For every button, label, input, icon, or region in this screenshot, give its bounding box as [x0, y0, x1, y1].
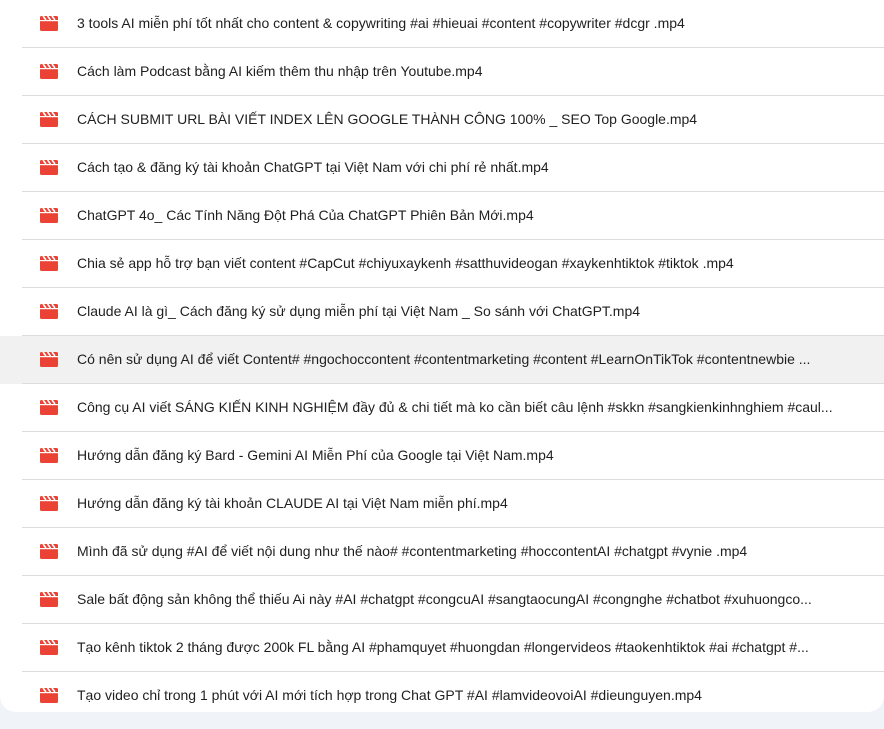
video-file-icon	[40, 352, 58, 367]
video-file-icon	[40, 448, 58, 463]
file-name: Hướng dẫn đăng ký Bard - Gemini AI Miễn Phí của Google tại Việt Nam.mp4	[77, 447, 554, 463]
video-file-icon	[40, 16, 58, 31]
file-name: ChatGPT 4o_ Các Tính Năng Đột Phá Của ChatGPT Phiên Bản Mới.mp4	[77, 207, 534, 223]
file-row[interactable]	[0, 384, 884, 432]
file-row[interactable]	[0, 240, 884, 288]
file-name: Có nên sử dụng AI để viết Content# #ngochoccontent #contentmarketing #content #LearnOnTikTok #contentnewbie ...	[77, 351, 811, 367]
video-file-icon	[40, 256, 58, 271]
video-file-icon	[40, 688, 58, 703]
video-file-icon	[40, 544, 58, 559]
video-file-icon	[40, 304, 58, 319]
file-name: 3 tools AI miễn phí tốt nhất cho content & copywriting #ai #hieuai #content #copywriter #dcgr .mp4	[77, 15, 685, 31]
file-row[interactable]	[0, 0, 884, 48]
file-name: Hướng dẫn đăng ký tài khoản CLAUDE AI tại Việt Nam miễn phí.mp4	[77, 495, 508, 511]
file-name: Claude AI là gì_ Cách đăng ký sử dụng miễn phí tại Việt Nam _ So sánh với ChatGPT.mp4	[77, 303, 641, 319]
file-row[interactable]	[0, 672, 884, 712]
video-file-icon	[40, 208, 58, 223]
video-file-icon	[40, 64, 58, 79]
file-row[interactable]	[0, 96, 884, 144]
file-row[interactable]	[0, 432, 884, 480]
file-row[interactable]	[0, 288, 884, 336]
file-row[interactable]	[0, 144, 884, 192]
file-name: Chia sẻ app hỗ trợ bạn viết content #CapCut #chiyuxaykenh #satthuvideogan #xaykenhtiktok #tiktok .mp4	[77, 255, 734, 271]
file-name: Sale bất động sản không thể thiếu Ai này #AI #chatgpt #congcuAI #sangtaocungAI #congnghe #chatbot #xuhuongco...	[77, 591, 812, 607]
file-name: Tạo video chỉ trong 1 phút với AI mới tích hợp trong Chat GPT #AI #lamvideovoiAI #dieunguyen.mp4	[77, 687, 702, 703]
video-file-icon	[40, 112, 58, 127]
file-name: Mình đã sử dụng #AI để viết nội dung như thế nào# #contentmarketing #hoccontentAI #chatgpt #vynie .mp4	[77, 543, 748, 559]
file-name: Cách làm Podcast bằng AI kiếm thêm thu nhập trên Youtube.mp4	[77, 63, 483, 79]
file-name: Cách tạo & đăng ký tài khoản ChatGPT tại Việt Nam với chi phí rẻ nhất.mp4	[77, 159, 549, 175]
video-file-icon	[40, 640, 58, 655]
file-name: Công cụ AI viết SÁNG KIẾN KINH NGHIỆM đầy đủ & chi tiết mà ko cần biết câu lệnh #skkn #sangkienkinhnghiem #caul...	[77, 399, 833, 415]
file-row[interactable]	[0, 480, 884, 528]
file-row[interactable]	[0, 528, 884, 576]
file-row[interactable]	[0, 48, 884, 96]
file-row[interactable]	[0, 192, 884, 240]
video-file-icon	[40, 496, 58, 511]
file-name: Tạo kênh tiktok 2 tháng được 200k FL bằng AI #phamquyet #huongdan #longervideos #taokenhtiktok #ai #chatgpt #...	[77, 639, 809, 655]
file-row[interactable]	[0, 336, 884, 384]
file-row[interactable]	[0, 576, 884, 624]
file-row[interactable]	[0, 624, 884, 672]
file-name: CÁCH SUBMIT URL BÀI VIẾT INDEX LÊN GOOGLE THÀNH CÔNG 100% _ SEO Top Google.mp4	[77, 111, 698, 127]
video-file-icon	[40, 592, 58, 607]
video-file-icon	[40, 400, 58, 415]
video-file-icon	[40, 160, 58, 175]
